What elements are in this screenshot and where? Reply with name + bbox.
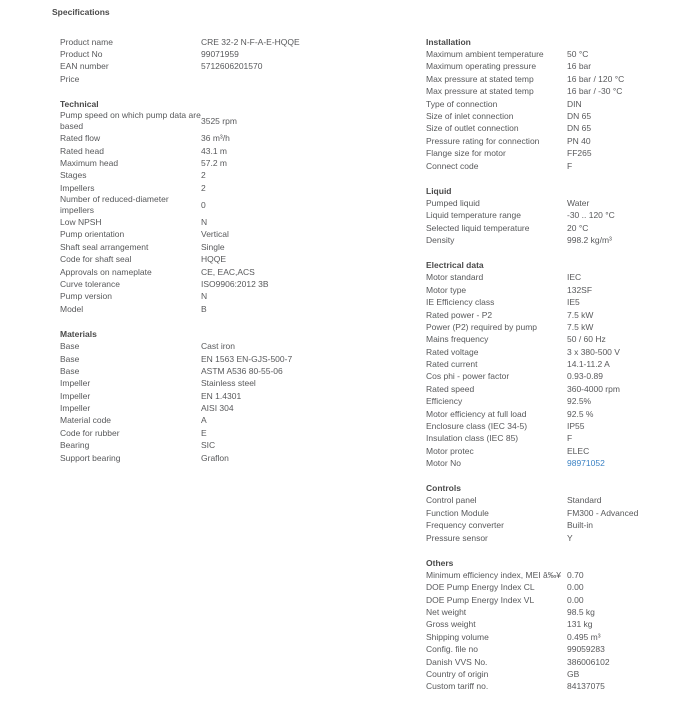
spec-value: 3 x 380-500 V bbox=[567, 346, 620, 357]
spec-label: Size of outlet connection bbox=[426, 123, 519, 134]
spec-row bbox=[60, 291, 330, 303]
spec-row bbox=[426, 86, 700, 98]
spec-value: DIN bbox=[567, 98, 582, 109]
spec-value: GB bbox=[567, 669, 580, 680]
spec-value: DN 65 bbox=[567, 123, 592, 134]
spec-value: DN 65 bbox=[567, 111, 592, 122]
spec-row bbox=[426, 569, 700, 581]
spec-row bbox=[426, 296, 700, 308]
spec-value: Water bbox=[567, 197, 590, 208]
spec-label: Stages bbox=[60, 170, 87, 181]
spec-row bbox=[426, 98, 700, 110]
spec-value: AISI 304 bbox=[201, 403, 234, 414]
spec-label: Pump orientation bbox=[60, 229, 125, 240]
spec-row bbox=[426, 656, 700, 668]
spec-label: Code for rubber bbox=[60, 427, 120, 438]
spec-row bbox=[426, 197, 700, 209]
spec-value: CRE 32-2 N-F-A-E-HQQE bbox=[201, 36, 300, 47]
spec-row bbox=[60, 340, 330, 352]
spec-row bbox=[426, 284, 700, 296]
spec-value: Stainless steel bbox=[201, 378, 256, 389]
page-title: Specifications bbox=[52, 7, 110, 17]
section-general bbox=[60, 36, 330, 86]
spec-label: Model bbox=[60, 303, 84, 314]
spec-row bbox=[60, 145, 330, 157]
spec-label: Motor No bbox=[426, 458, 461, 469]
spec-label: Pump version bbox=[60, 291, 112, 302]
spec-label: Low NPSH bbox=[60, 217, 102, 228]
spec-row bbox=[426, 668, 700, 680]
spec-row bbox=[426, 210, 700, 222]
spec-value: 43.1 m bbox=[201, 145, 227, 156]
spec-value: HQQE bbox=[201, 254, 227, 265]
spec-row bbox=[60, 132, 330, 144]
spec-label: Maximum ambient temperature bbox=[426, 49, 544, 60]
spec-row bbox=[426, 433, 700, 445]
section-title: Others bbox=[426, 557, 454, 568]
spec-value: 386006102 bbox=[567, 656, 610, 667]
spec-label: Base bbox=[60, 365, 80, 376]
spec-value: 50 °C bbox=[567, 49, 589, 60]
spec-value: Built-in bbox=[567, 520, 593, 531]
spec-value: ASTM A536 80-55-06 bbox=[201, 365, 283, 376]
spec-label: Custom tariff no. bbox=[426, 681, 489, 692]
spec-label: Minimum efficiency index, MEI â‰¥ bbox=[426, 569, 561, 580]
spec-label: Motor type bbox=[426, 284, 467, 295]
spec-value: 3525 rpm bbox=[201, 115, 237, 126]
spec-row bbox=[60, 365, 330, 377]
spec-label: Pressure rating for connection bbox=[426, 135, 540, 146]
spec-value: CE, EAC,ACS bbox=[201, 266, 255, 277]
spec-row bbox=[426, 135, 700, 147]
spec-row bbox=[426, 532, 700, 544]
spec-row bbox=[426, 594, 700, 606]
spec-value: F bbox=[567, 160, 573, 171]
spec-value: 16 bar bbox=[567, 61, 592, 72]
spec-row bbox=[426, 631, 700, 643]
spec-row bbox=[426, 520, 700, 532]
spec-label: Impeller bbox=[60, 390, 91, 401]
spec-value: 50 / 60 Hz bbox=[567, 334, 606, 345]
spec-label: Support bearing bbox=[60, 452, 121, 463]
spec-value: EN 1563 EN-GJS-500-7 bbox=[201, 353, 293, 364]
spec-value: PN 40 bbox=[567, 135, 591, 146]
section-title: Controls bbox=[426, 483, 461, 494]
spec-label: Gross weight bbox=[426, 619, 476, 630]
spec-label: Control panel bbox=[426, 495, 477, 506]
spec-value: 99059283 bbox=[567, 644, 605, 655]
spec-row bbox=[426, 272, 700, 284]
spec-label: IE Efficiency class bbox=[426, 297, 495, 308]
section-title: Installation bbox=[426, 37, 471, 47]
spec-value: 36 m³/h bbox=[201, 133, 230, 144]
spec-value: 0.495 m³ bbox=[567, 631, 601, 642]
spec-value: 2 bbox=[201, 182, 206, 193]
spec-row bbox=[60, 48, 330, 60]
spec-label: DOE Pump Energy Index VL bbox=[426, 594, 535, 605]
spec-row bbox=[426, 495, 700, 507]
spec-label: Rated current bbox=[426, 359, 478, 370]
spec-value: Single bbox=[201, 241, 225, 252]
spec-row bbox=[60, 303, 330, 315]
spec-value: 99071959 bbox=[201, 49, 239, 60]
spec-value: 0.70 bbox=[567, 569, 584, 580]
spec-row bbox=[60, 390, 330, 402]
spec-row bbox=[60, 266, 330, 278]
spec-label: Density bbox=[426, 235, 455, 246]
section-controls bbox=[426, 482, 700, 544]
spec-label: Rated speed bbox=[426, 383, 475, 394]
spec-label: Insulation class (IEC 85) bbox=[426, 433, 519, 444]
spec-row bbox=[60, 353, 330, 365]
spec-row bbox=[426, 110, 700, 122]
section-title: Liquid bbox=[426, 185, 452, 196]
spec-row bbox=[426, 73, 700, 85]
spec-value: N bbox=[201, 217, 208, 228]
section-title: Materials bbox=[60, 329, 97, 340]
spec-label: Pumped liquid bbox=[426, 197, 480, 208]
spec-value: -30 .. 120 °C bbox=[567, 210, 615, 221]
spec-label: Pump speed on which pump data are based bbox=[60, 110, 201, 132]
spec-label: Selected liquid temperature bbox=[426, 222, 530, 233]
spec-row bbox=[60, 241, 330, 253]
spec-value: 0.93-0.89 bbox=[567, 371, 603, 382]
spec-value: 5712606201570 bbox=[201, 61, 263, 72]
spec-label: Power (P2) required by pump bbox=[426, 321, 538, 332]
spec-value: 0.00 bbox=[567, 582, 584, 593]
section-title: Electrical data bbox=[426, 260, 484, 271]
spec-value: Standard bbox=[567, 495, 602, 506]
spec-value: 7.5 kW bbox=[567, 321, 594, 332]
spec-value: 98.5 kg bbox=[567, 607, 595, 618]
spec-row bbox=[426, 222, 700, 234]
spec-label: Rated power - P2 bbox=[426, 309, 493, 320]
spec-row bbox=[60, 170, 330, 182]
spec-value: 92.5% bbox=[567, 396, 592, 407]
spec-value: 998.2 kg/m³ bbox=[567, 235, 612, 246]
spec-row bbox=[426, 606, 700, 618]
spec-label: Product No bbox=[60, 49, 103, 60]
spec-row bbox=[426, 160, 700, 172]
spec-row bbox=[426, 681, 700, 693]
section-liquid bbox=[426, 185, 700, 247]
spec-label: EAN number bbox=[60, 61, 109, 72]
spec-value: 20 °C bbox=[567, 222, 589, 233]
spec-label: Motor protec bbox=[426, 445, 474, 456]
spec-label: Rated flow bbox=[60, 133, 101, 144]
spec-label: Maximum operating pressure bbox=[426, 61, 537, 72]
spec-row bbox=[426, 644, 700, 656]
spec-label: Base bbox=[60, 341, 80, 352]
spec-value: 84137075 bbox=[567, 681, 605, 692]
spec-row bbox=[426, 371, 700, 383]
right-column bbox=[426, 36, 700, 706]
spec-label: Number of reduced-diameter impellers bbox=[60, 194, 169, 216]
spec-value: 0 bbox=[201, 199, 206, 210]
spec-row bbox=[60, 402, 330, 414]
spec-row bbox=[426, 582, 700, 594]
spec-value: 131 kg bbox=[567, 619, 593, 630]
spec-label: Enclosure class (IEC 34-5) bbox=[426, 421, 528, 432]
spec-label: Danish VVS No. bbox=[426, 656, 488, 667]
spec-value: Vertical bbox=[201, 229, 229, 240]
section-installation bbox=[426, 36, 700, 172]
spec-row bbox=[60, 182, 330, 194]
spec-row bbox=[60, 278, 330, 290]
spec-value: 92.5 % bbox=[567, 408, 594, 419]
spec-value: IEC bbox=[567, 272, 582, 283]
spec-label: Frequency converter bbox=[426, 520, 504, 531]
spec-row bbox=[60, 110, 330, 132]
spec-row bbox=[60, 440, 330, 452]
section-technical bbox=[60, 98, 330, 315]
spec-label: DOE Pump Energy Index CL bbox=[426, 582, 535, 593]
spec-label: Motor standard bbox=[426, 272, 484, 283]
spec-label: Function Module bbox=[426, 507, 489, 518]
spec-row bbox=[60, 254, 330, 266]
spec-label: Product name bbox=[60, 36, 113, 47]
spec-label: Cos phi - power factor bbox=[426, 371, 510, 382]
spec-row bbox=[60, 73, 330, 85]
spec-label: Approvals on nameplate bbox=[60, 266, 152, 277]
spec-row bbox=[60, 378, 330, 390]
spec-value: FF265 bbox=[567, 148, 592, 159]
spec-value: 0.00 bbox=[567, 594, 584, 605]
spec-row bbox=[426, 458, 700, 470]
spec-row bbox=[60, 61, 330, 73]
spec-label: Rated head bbox=[60, 145, 104, 156]
spec-label: Net weight bbox=[426, 607, 467, 618]
spec-value: Cast iron bbox=[201, 341, 236, 352]
spec-label: Motor efficiency at full load bbox=[426, 408, 527, 419]
spec-value: 7.5 kW bbox=[567, 309, 594, 320]
spec-label: Efficiency bbox=[426, 396, 463, 407]
spec-value: IP55 bbox=[567, 421, 585, 432]
spec-row bbox=[426, 358, 700, 370]
spec-row bbox=[60, 157, 330, 169]
spec-label: Curve tolerance bbox=[60, 279, 121, 290]
spec-row bbox=[60, 427, 330, 439]
spec-row bbox=[426, 619, 700, 631]
spec-label: Shaft seal arrangement bbox=[60, 241, 149, 252]
spec-label: Size of inlet connection bbox=[426, 111, 514, 122]
spec-value: Y bbox=[567, 532, 573, 543]
spec-value: E bbox=[201, 427, 207, 438]
spec-label: Impellers bbox=[60, 182, 95, 193]
spec-label: Material code bbox=[60, 415, 112, 426]
spec-value: 16 bar / -30 °C bbox=[567, 86, 623, 97]
spec-row bbox=[426, 123, 700, 135]
spec-value: B bbox=[201, 303, 207, 314]
spec-row bbox=[426, 309, 700, 321]
spec-label: Mains frequency bbox=[426, 334, 489, 345]
spec-row bbox=[426, 396, 700, 408]
spec-row bbox=[60, 194, 330, 216]
spec-value: F bbox=[567, 433, 573, 444]
spec-row bbox=[426, 234, 700, 246]
spec-value: FM300 - Advanced bbox=[567, 507, 639, 518]
spec-label: Config. file no bbox=[426, 644, 478, 655]
spec-row bbox=[60, 36, 330, 48]
spec-value: 16 bar / 120 °C bbox=[567, 73, 625, 84]
spec-label: Max pressure at stated temp bbox=[426, 73, 534, 84]
spec-label: Bearing bbox=[60, 440, 90, 451]
spec-value: A bbox=[201, 415, 207, 426]
section-others bbox=[426, 557, 700, 693]
spec-label: Liquid temperature range bbox=[426, 210, 521, 221]
spec-value: 360-4000 rpm bbox=[567, 383, 620, 394]
spec-row bbox=[426, 48, 700, 60]
spec-value: 57.2 m bbox=[201, 157, 227, 168]
spec-row bbox=[426, 148, 700, 160]
spec-row bbox=[426, 346, 700, 358]
spec-value: EN 1.4301 bbox=[201, 390, 242, 401]
spec-label: Shipping volume bbox=[426, 631, 489, 642]
spec-value: 2 bbox=[201, 170, 206, 181]
spec-value: Graflon bbox=[201, 452, 229, 463]
spec-label: Max pressure at stated temp bbox=[426, 86, 534, 97]
spec-row bbox=[426, 420, 700, 432]
spec-row bbox=[426, 321, 700, 333]
spec-label: Rated voltage bbox=[426, 346, 479, 357]
spec-label: Impeller bbox=[60, 403, 91, 414]
spec-label: Type of connection bbox=[426, 98, 498, 109]
spec-row bbox=[426, 507, 700, 519]
spec-value: ISO9906:2012 3B bbox=[201, 279, 269, 290]
spec-label: Price bbox=[60, 73, 80, 84]
spec-label: Flange size for motor bbox=[426, 148, 506, 159]
spec-value: N bbox=[201, 291, 208, 302]
spec-label: Pressure sensor bbox=[426, 532, 488, 543]
spec-label: Base bbox=[60, 353, 80, 364]
spec-row bbox=[426, 61, 700, 73]
spec-value: SIC bbox=[201, 440, 216, 451]
spec-label: Code for shaft seal bbox=[60, 254, 132, 265]
spec-value: IE5 bbox=[567, 297, 580, 308]
section-materials bbox=[60, 328, 330, 464]
spec-label: Maximum head bbox=[60, 157, 119, 168]
spec-value: ELEC bbox=[567, 445, 590, 456]
section-electrical-data bbox=[426, 259, 700, 470]
spec-label: Impeller bbox=[60, 378, 91, 389]
section-title: Technical bbox=[60, 99, 99, 110]
spec-row bbox=[60, 415, 330, 427]
left-column bbox=[60, 36, 330, 477]
spec-value: 132SF bbox=[567, 284, 593, 295]
spec-value: 14.1-11.2 A bbox=[567, 359, 610, 370]
spec-row bbox=[426, 408, 700, 420]
spec-row bbox=[60, 216, 330, 228]
spec-label: Connect code bbox=[426, 160, 479, 171]
spec-value-link[interactable]: 98971052 bbox=[567, 458, 605, 469]
spec-row bbox=[60, 452, 330, 464]
spec-row bbox=[426, 334, 700, 346]
spec-row bbox=[426, 383, 700, 395]
spec-row bbox=[426, 445, 700, 457]
spec-row bbox=[60, 229, 330, 241]
spec-label: Country of origin bbox=[426, 669, 489, 680]
